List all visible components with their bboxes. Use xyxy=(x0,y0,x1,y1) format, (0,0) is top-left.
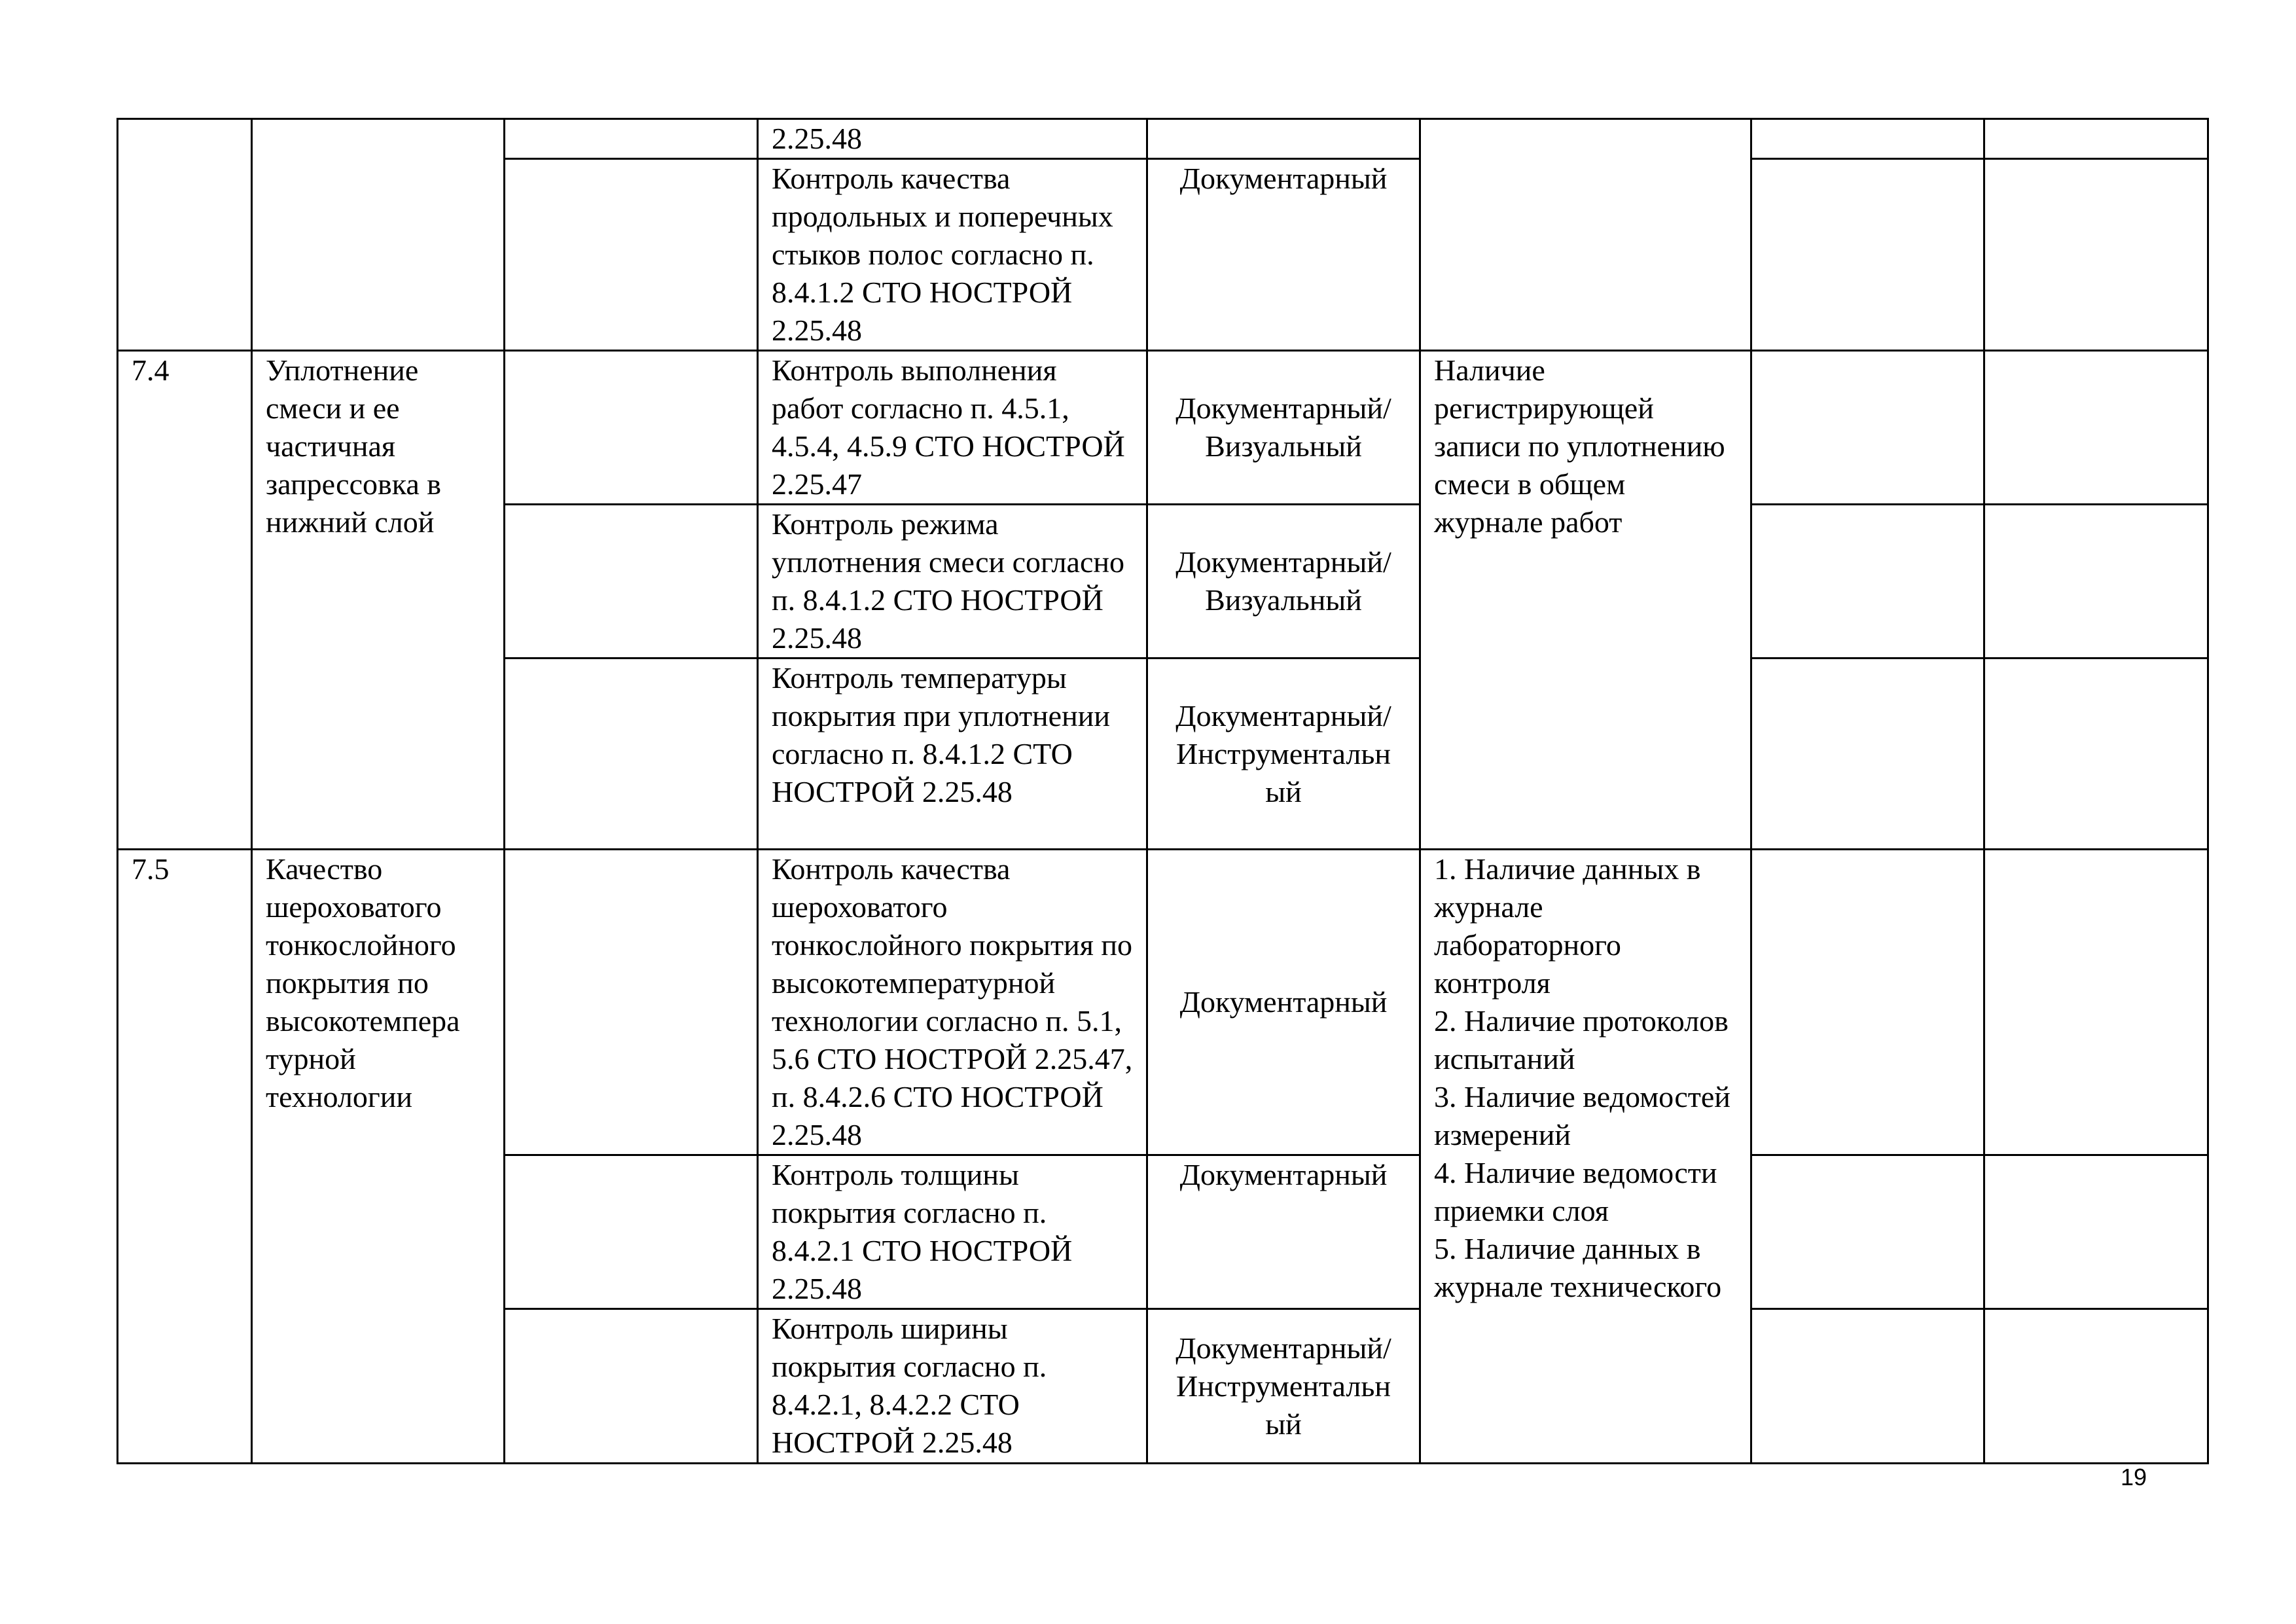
blank-cell xyxy=(1984,850,2208,1155)
blank-cell xyxy=(505,119,758,159)
blank-cell xyxy=(1984,351,2208,505)
blank-cell xyxy=(505,159,758,351)
blank-cell xyxy=(1751,505,1984,659)
blank-cell xyxy=(505,1309,758,1464)
result-cell: 1. Наличие данных в журнале лабораторного контроля 2. Наличие протоколов испытаний 3. Наличие ведомостей измерений 4. Наличие ведомости приемки слоя 5. Наличие данных в журнале технического xyxy=(1420,850,1751,1464)
blank-cell xyxy=(1751,1309,1984,1464)
table-row xyxy=(118,351,2208,505)
method-cell: Документарный/ Инструментальн ый xyxy=(1147,659,1420,850)
blank-cell xyxy=(1751,119,1984,159)
blank-cell xyxy=(1984,119,2208,159)
blank-cell xyxy=(1751,659,1984,850)
blank-cell xyxy=(1984,1155,2208,1309)
blank-cell xyxy=(1751,850,1984,1155)
section-number: 7.4 xyxy=(118,351,252,850)
section-name: Качество шероховатого тонкослойного покрытия по высокотемпера турной технологии xyxy=(252,850,505,1464)
blank-cell xyxy=(505,659,758,850)
blank-cell xyxy=(505,850,758,1155)
method-cell: Документарный xyxy=(1147,1155,1420,1309)
result-cell xyxy=(1420,119,1751,351)
control-cell: Контроль режима уплотнения смеси согласно п. 8.4.1.2 СТО НОСТРОЙ 2.25.48 xyxy=(758,505,1147,659)
blank-cell xyxy=(1751,1155,1984,1309)
result-cell: Наличие регистрирующей записи по уплотнению смеси в общем журнале работ xyxy=(1420,351,1751,850)
control-cell: Контроль качества продольных и поперечных стыков полос согласно п. 8.4.1.2 СТО НОСТРОЙ 2.25.48 xyxy=(758,159,1147,351)
control-cell: Контроль выполнения работ согласно п. 4.5.1, 4.5.4, 4.5.9 СТО НОСТРОЙ 2.25.47 xyxy=(758,351,1147,505)
blank-cell xyxy=(1751,159,1984,351)
method-cell: Документарный/ Визуальный xyxy=(1147,505,1420,659)
name-cell xyxy=(252,119,505,351)
method-cell xyxy=(1147,119,1420,159)
method-cell: Документарный/ Визуальный xyxy=(1147,351,1420,505)
method-cell: Документарный/ Инструментальн ый xyxy=(1147,1309,1420,1464)
blank-cell xyxy=(505,505,758,659)
method-cell: Документарный xyxy=(1147,159,1420,351)
table-row xyxy=(118,119,2208,159)
control-cell: Контроль ширины покрытия согласно п. 8.4.2.1, 8.4.2.2 СТО НОСТРОЙ 2.25.48 xyxy=(758,1309,1147,1464)
blank-cell xyxy=(1984,659,2208,850)
control-cell: Контроль качества шероховатого тонкослойного покрытия по высокотемпературной технологии согласно п. 5.1, 5.6 СТО НОСТРОЙ 2.25.47, п. 8.4.2.6 СТО НОСТРОЙ 2.25.48 xyxy=(758,850,1147,1155)
control-cell: Контроль температуры покрытия при уплотнении согласно п. 8.4.1.2 СТО НОСТРОЙ 2.25.48 xyxy=(758,659,1147,850)
method-cell: Документарный xyxy=(1147,850,1420,1155)
control-cell: Контроль толщины покрытия согласно п. 8.4.2.1 СТО НОСТРОЙ 2.25.48 xyxy=(758,1155,1147,1309)
blank-cell xyxy=(1984,505,2208,659)
blank-cell xyxy=(505,1155,758,1309)
page-number: 19 xyxy=(2120,1464,2147,1490)
section-name: Уплотнение смеси и ее частичная запрессовка в нижний слой xyxy=(252,351,505,850)
blank-cell xyxy=(1751,351,1984,505)
section-number: 7.5 xyxy=(118,850,252,1464)
blank-cell xyxy=(1984,159,2208,351)
blank-cell xyxy=(1984,1309,2208,1464)
num-cell xyxy=(118,119,252,351)
control-cell: 2.25.48 xyxy=(758,119,1147,159)
blank-cell xyxy=(505,351,758,505)
table-row xyxy=(118,850,2208,1155)
control-table xyxy=(117,118,2209,1464)
